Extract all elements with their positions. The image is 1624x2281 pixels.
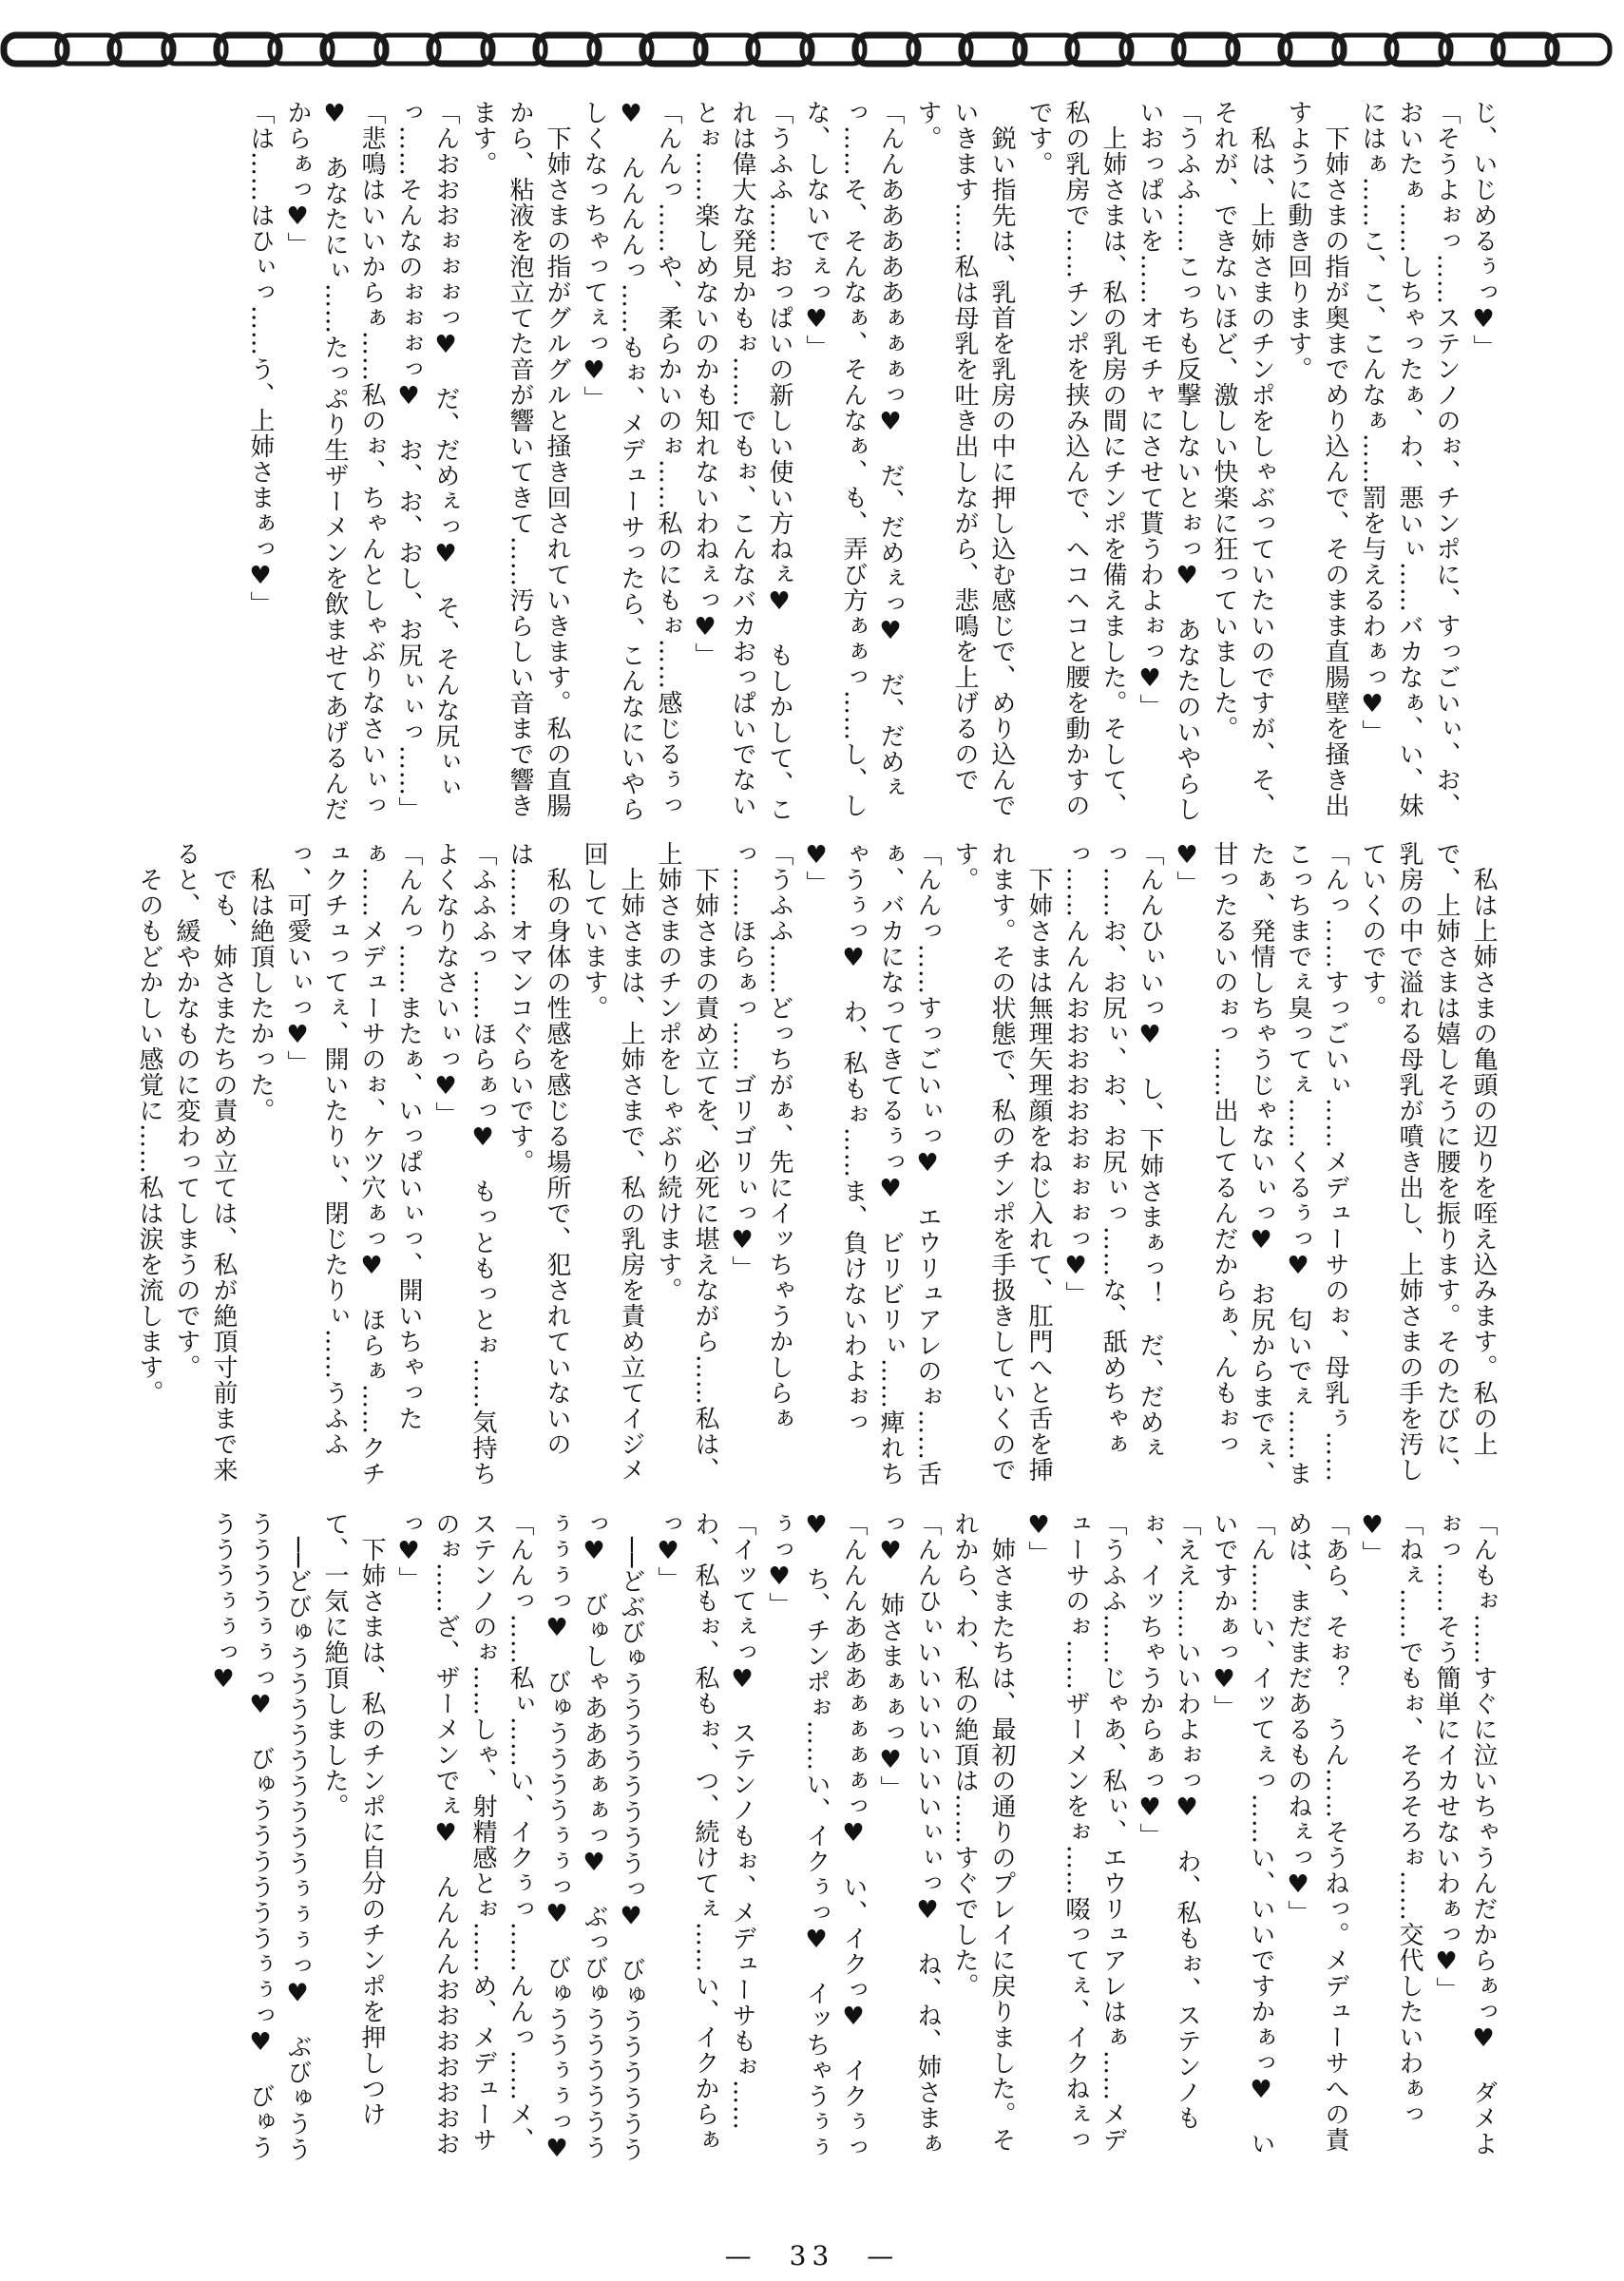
text-block-middle: 私は上姉さまの亀頭の辺りを咥え込みます。私の上で、上姉さまは嬉しそうに腰を振ります。そのたびに、乳房の中で溢れる母乳が噴き出し、上姉さまの手を汚していくのです。 「んっ……すっごいぃ……メデューサのぉ、母乳ぅ……こっちまでぇ臭ってぇ……くるぅっ♥ 匂いでぇ……またぁ、発情しちゃうじゃないぃっ♥ お尻からまでぇ、甘ったるいのぉっ……出してるんだからぁ、んもぉっ♥」 「んんひぃいっ♥ し、下姉さまぁっ！ だ、だめぇっ……お、お尻ぃ、お、お尻ぃっ……な、舐めちゃぁっ……んんんおおおおおおぉぉぉっ♥」 下姉さまは無理矢理顔をねじ入れて、肛門へと舌を挿れます。その状態で、私のチンポを手扱きしていくのです。 「んんっ……すっごいぃっ♥ エウリュアレのぉ……舌ぁ、バカになってきてるぅっ♥ ビリビリぃ……痺れちゃうぅっ♥ わ、私もぉ……ま、負けないわよぉっ♥」 「うふふ……どっちがぁ、先にイッちゃうかしらぁっ……ほらぁっ……ゴリゴリぃっ♥」 下姉さまの責め立てを、必死に堪えながら……私は、上姉さまのチンポをしゃぶり続けます。 上姉さまは、上姉さまで、私の乳房を責め立てイジメ回しています。 私の身体の性感を感じる場所で、犯されていないのは……オマンコぐらいです。 「ふふふっ……ほらぁっ♥ もっともっとぉ……気持ちよくなりなさいぃっ♥」 「んんっ……またぁ、いっぱいぃっ、開いちゃったぁ……メデューサのぉ、ケツ穴ぁっ♥ ほらぁ……クチュクチュってぇ、開いたりぃ、閉じたりぃ……うふふっ、可愛いぃっ♥」 私は絶頂したかった。 でも、姉さまたちの責め立ては、私が絶頂寸前まで来ると、緩やかなものに変わってしまうのです。 そのもどかしい感覚に……私は涙を流します。 [135,841,1498,1486]
page-number: — 33 — [724,2240,900,2271]
chain-border [0,27,1624,72]
text-block-bottom: 「んもぉ……すぐに泣いちゃうんだからぁっ♥ ダメよぉっ……そう簡単にイカせないわぁっ♥」 「ねぇ……でもぉ、そろそろぉ……交代したいわぁっ♥」 「あら、そぉ？ うん……そうねっ。メデューサへの責めは、まだまだあるものねぇっ♥」 「ん……い、イッてぇっ……い、いいですかぁっ♥ いいですかぁっ♥」 「ええ……いいわよぉっ♥ わ、私もぉ、ステンノもぉ、イッちゃうからぁっ♥」 「うふふ……じゃあ、私ぃ、エウリュアレはぁ……メデューサのぉ……ザーメンをぉ……啜ってぇ、イクねぇっ♥」 姉さまたちは、最初の通りのプレイに戻りました。それから、わ、私の絶頂は……すぐでした。 「んんひぃいいいいいいいぃぃっ♥ ね、ね、姉さまぁっ♥ 姉さまぁぁっ♥」 「んんんあああぁぁぁぁっ♥ い、イクっ♥ イクぅっ♥ ち、チンポぉ……い、イクぅっ♥ イッちゃうぅぅぅっ♥」 「イッてぇっ♥ ステンノもぉ、メデューサもぉ……わ、私もぉ、私もぉ、つ、続けてぇ……い、イクからぁっ♥」 ──どぶびゅううううううううっ♥ びゅううううううっ♥ びゅしゃあああぁぁっ♥ ぶっびゅううううううぅぅぅっ♥ びゅううううぅぅっ♥ びゅううぅぅっ♥ 「んんっ……私ぃ……い、イクぅっ……んんっ……メ、ステンノのぉ……しゃ、射精感とぉ……め、メデューサのぉ……ざ、ザーメンでぇ♥ んんんんおおおおおおおっ♥」 下姉さまは、私のチンポに自分のチンポを押しつけて、一気に絶頂しました。 ──どびゅうううううううううぅぅぅっ♥ ぶびゅううううううぅぅっ♥ びゅううううううぅぅっ♥ びゅううううぅぅっ♥ [209,1511,1498,2164]
text-block-top: じ、いじめるぅっ♥」 「そうよぉっ……ステンノのぉ、チンポに、すっごいぃ、お、おいたぁ……しちゃったぁ、わ、悪いぃ……バカなぁ、い、妹にはぁ……こ、こ、こんなぁ……罰を与えるわぁっ♥」 下姉さまの指が奥までめり込んで、そのまま直腸壁を掻き出すように動き回ります。 私は、上姉さまのチンポをしゃぶっていたいのですが、そ、それが、できないほど、激しい快楽に狂っていました。 「うふふ……こっちも反撃しないとぉっ♥ あなたのいやらしいおっぱいを……オモチャにさせて貰うわよぉっ♥」 上姉さまは、私の乳房の間にチンポを備えました。そして、私の乳房で……チンポを挟み込んで、ヘコヘコと腰を動かすのです。 鋭い指先は、乳首を乳房の中に押し込む感じで、めり込んでいきます……私は母乳を吐き出しながら、悲鳴を上げるのです。 「んんあああああぁぁぁっ♥ だ、だめぇっ♥ だ、だめぇっ……そ、そんなぁ、そんなぁ、も、弄び方ぁぁっ……し、しな、しないでぇっ♥」 「うふふ……おっぱいの新しい使い方ねぇ♥ もしかして、これは偉大な発見かもぉ……でもぉ、こんなバカおっぱいでないとぉ……楽しめないのかも知れないわねぇっ♥」 「んんっ……や、柔らかいのぉ……私のにもぉ……感じるぅっ♥ んんんんっ……もぉ、メデューサったら、こんなにいやらしくなっちゃってぇっ♥」 下姉さまの指がグルグルと掻き回されていきます。私の直腸から、粘液を泡立てた音が響いてきて……汚らしい音まで響きます。 「んおおおぉぉぉっ♥ だ、だめぇっ♥ そ、そんな尻ぃぃっ……そんなのぉぉぉっ♥ お、お、おし、お尻ぃぃっ……」 「悲鳴はいいからぁ……私のぉ、ちゃんとしゃぶりなさいぃっ♥ あなたにぃ……たっぷり生ザーメンを飲ませてあげるんだからぁっ♥」 「は……はひぃっ……う、上姉さまぁっ♥」 [246,100,1498,822]
